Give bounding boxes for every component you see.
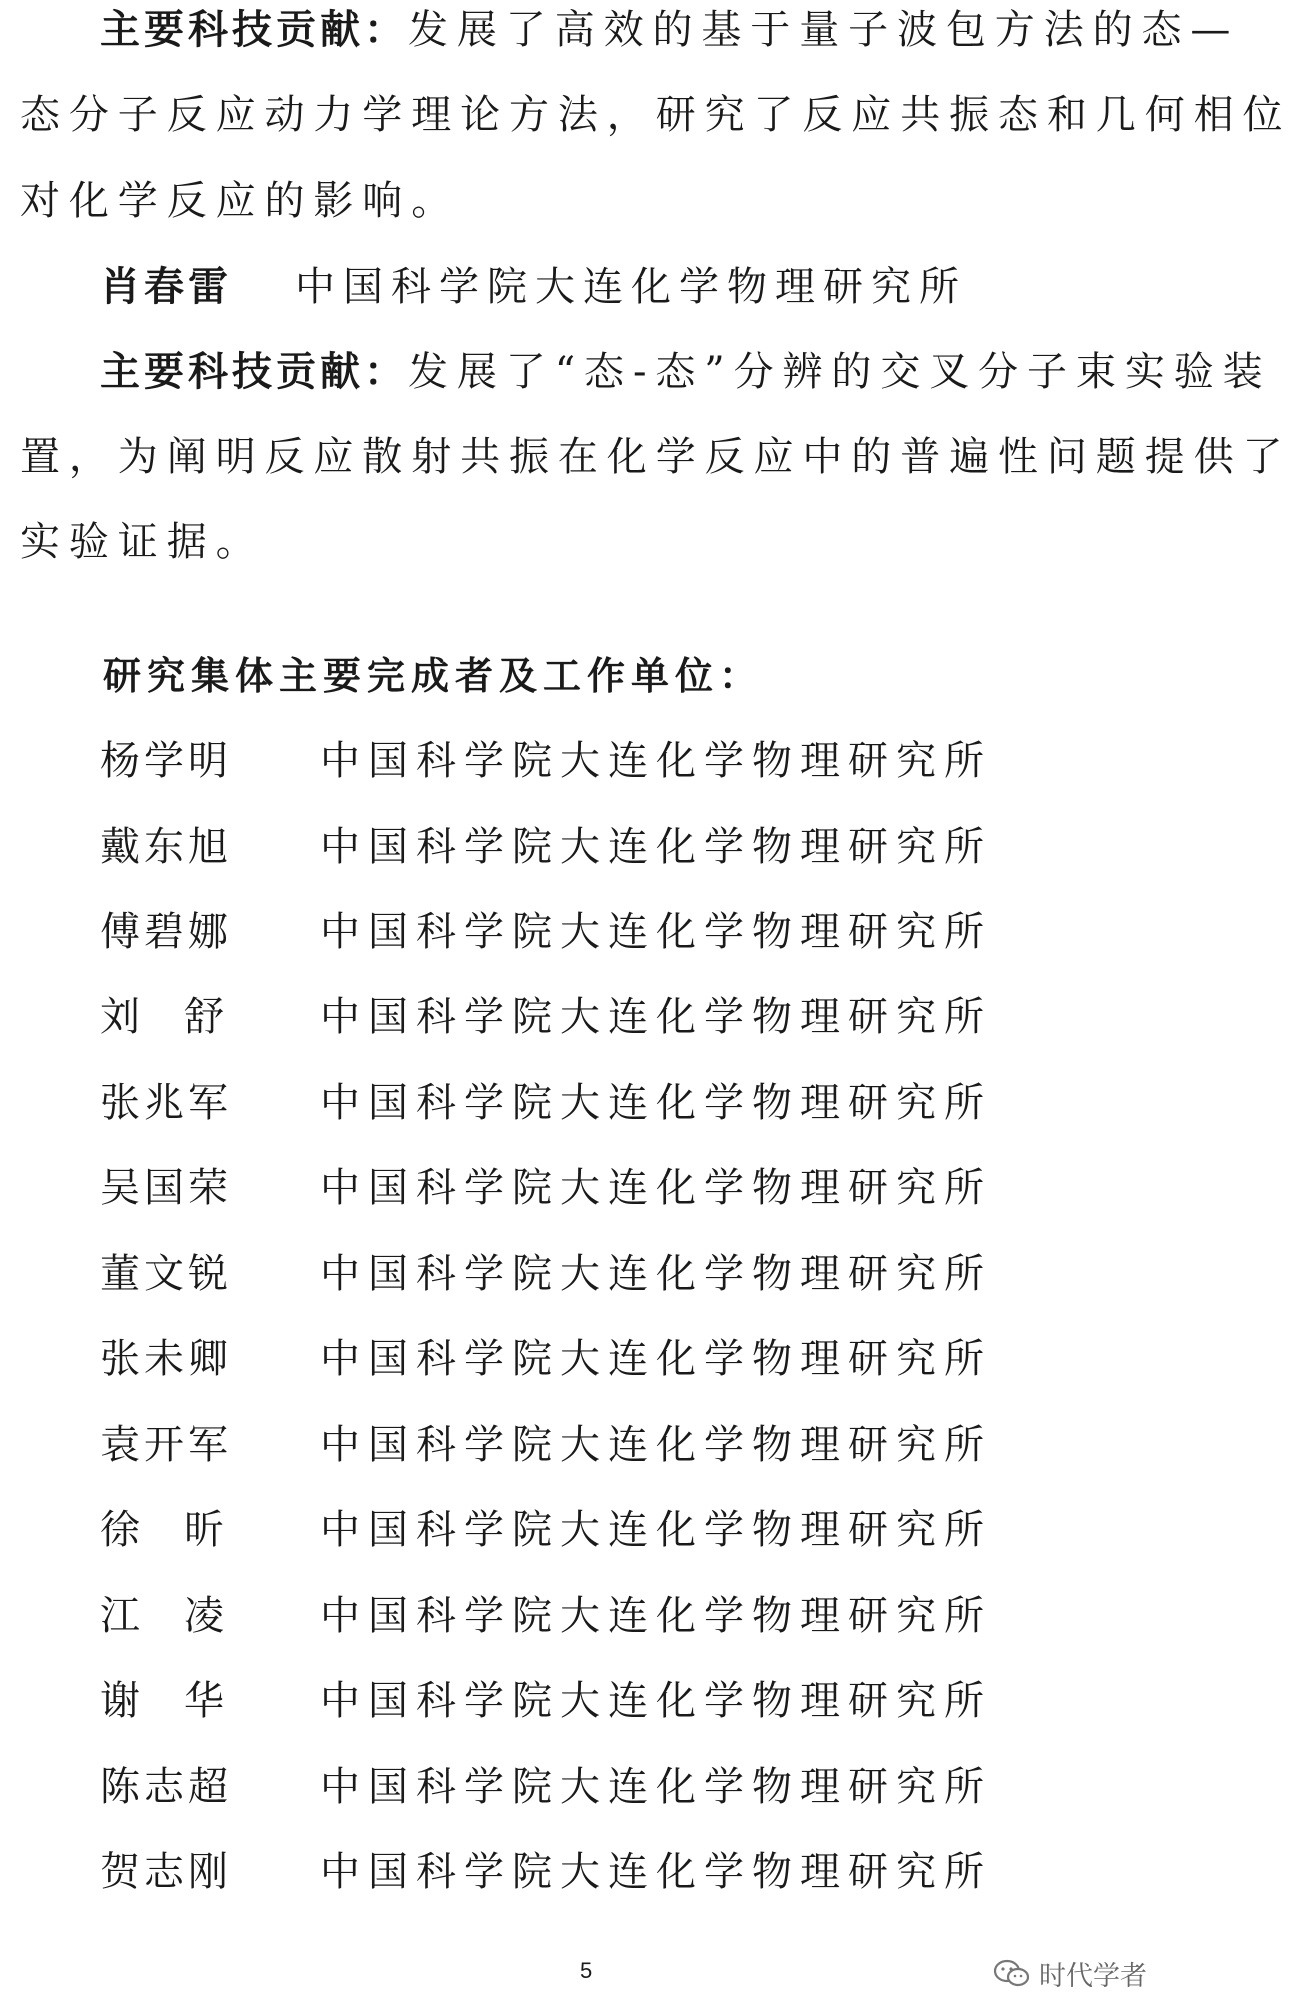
member-org: 中国科学院大连化学物理研究所 (320, 1422, 992, 1468)
member-name: 刘舒 (100, 994, 268, 1040)
member-org: 中国科学院大连化学物理研究所 (320, 1507, 992, 1553)
contribution-1-line-3: 对化学反应的影响。 (20, 178, 461, 224)
team-heading: 研究集体主要完成者及工作单位： (103, 654, 764, 698)
member-name: 张兆军 (100, 1080, 232, 1126)
contribution-2-label: 主要科技贡献： (100, 349, 408, 395)
member-org: 中国科学院大连化学物理研究所 (320, 738, 992, 784)
team-member-row (100, 1764, 992, 1810)
team-member-row (100, 824, 992, 870)
member-org: 中国科学院大连化学物理研究所 (320, 1849, 992, 1895)
member-org: 中国科学院大连化学物理研究所 (320, 1165, 992, 1211)
team-member-row (100, 1080, 992, 1126)
member-org: 中国科学院大连化学物理研究所 (320, 824, 992, 870)
member-org: 中国科学院大连化学物理研究所 (320, 909, 992, 955)
member-name: 陈志超 (100, 1764, 232, 1810)
member-name: 傅碧娜 (100, 909, 232, 955)
member-name: 袁开军 (100, 1422, 232, 1468)
member-org: 中国科学院大连化学物理研究所 (320, 1336, 992, 1382)
member-name: 谢华 (100, 1678, 268, 1724)
team-member-row (100, 909, 992, 955)
contribution-1-line-1 (100, 7, 1240, 53)
person-xiao-org: 中国科学院大连化学物理研究所 (295, 264, 967, 310)
member-name: 徐昕 (100, 1507, 268, 1553)
team-member-row (100, 1678, 992, 1724)
team-member-row (100, 1422, 992, 1468)
contribution-2-line-2: 置，为阐明反应散射共振在化学反应中的普遍性问题提供了 (20, 434, 1291, 480)
member-name: 贺志刚 (100, 1849, 232, 1895)
watermark (993, 1954, 1147, 1993)
member-org: 中国科学院大连化学物理研究所 (320, 1251, 992, 1297)
member-org: 中国科学院大连化学物理研究所 (320, 994, 992, 1040)
wechat-icon (993, 1959, 1031, 1989)
team-member-row (100, 1593, 992, 1639)
person-xiao-name: 肖春雷 (100, 264, 232, 310)
page-number: 5 (580, 1958, 593, 1983)
team-member-row (100, 994, 992, 1040)
team-member-row (100, 1165, 992, 1211)
member-org: 中国科学院大连化学物理研究所 (320, 1678, 992, 1724)
member-name: 江凌 (100, 1593, 268, 1639)
contribution-2-line-3: 实验证据。 (20, 519, 265, 565)
team-member-row (100, 1336, 992, 1382)
contribution-2-text-1: 发展了“态-态”分辨的交叉分子束实验装 (408, 349, 1272, 395)
team-member-row (100, 738, 992, 784)
member-org: 中国科学院大连化学物理研究所 (320, 1080, 992, 1126)
member-name: 杨学明 (100, 738, 232, 784)
team-member-row (100, 1251, 992, 1297)
contribution-1-text-1: 发展了高效的基于量子波包方法的态— (408, 7, 1240, 53)
contribution-2-line-1 (100, 349, 1272, 395)
watermark-text: 时代学者 (1039, 1961, 1147, 1992)
member-name: 张未卿 (100, 1336, 232, 1382)
contribution-1-line-2: 态分子反应动力学理论方法，研究了反应共振态和几何相位 (20, 92, 1291, 138)
member-org: 中国科学院大连化学物理研究所 (320, 1593, 992, 1639)
person-xiao-row (100, 264, 1160, 310)
team-member-row (100, 1507, 992, 1553)
team-member-row (100, 1849, 992, 1895)
member-name: 董文锐 (100, 1251, 232, 1297)
member-name: 吴国荣 (100, 1165, 232, 1211)
contribution-1-label: 主要科技贡献： (100, 7, 408, 53)
member-name: 戴东旭 (100, 824, 232, 870)
member-org: 中国科学院大连化学物理研究所 (320, 1764, 992, 1810)
